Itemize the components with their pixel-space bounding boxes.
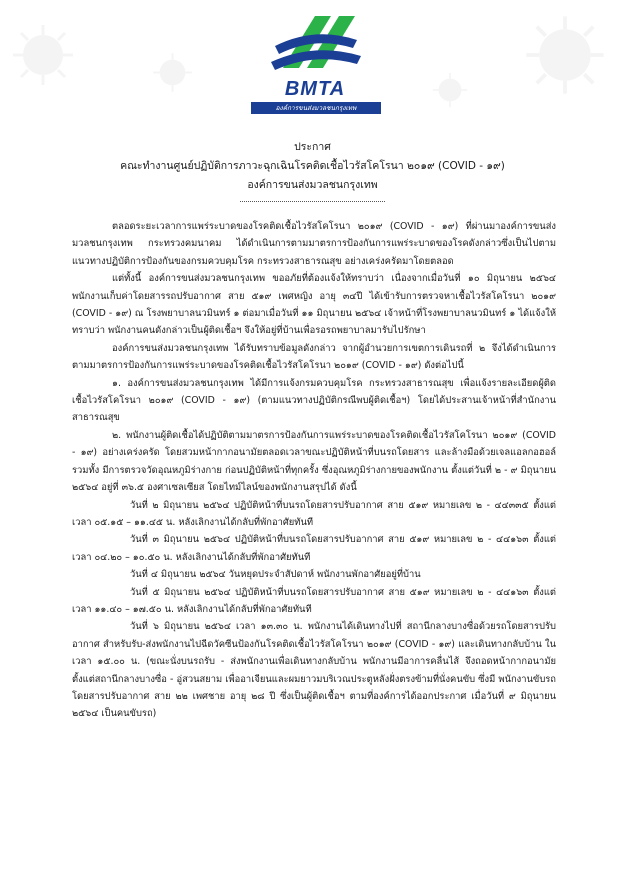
bmta-logo xyxy=(245,6,385,118)
logo-name: BMTA xyxy=(284,78,346,100)
timeline-item: วันที่ ๔ มิถุนายน ๒๕๖๔ วันหยุดประจำสัปดาห์ พนักงานพักอาศัยอยู่ที่บ้าน xyxy=(130,569,421,581)
timeline-item: วันที่ ๒ มิถุนายน ๒๕๖๔ ปฏิบัติหน้าที่บนรถโดยสารปรับอากาศ สาย ๕๑๙ หมายเลข ๒ - ๔๔๓๓๕ ตั้งแต่เวลา ๐๕.๑๕ – ๑๑.๔๕ น. หลังเลิกงานได้กลับที่พักอาศัยทันที xyxy=(72,499,556,528)
announcement-body xyxy=(72,218,556,723)
announcement-header xyxy=(40,138,585,195)
header-divider xyxy=(240,201,385,202)
header-committee: คณะทำงานศูนย์ปฏิบัติการภาวะฉุกเฉินโรคติดเชื้อไวรัสโคโรนา ๒๐๑๙ (COVID - ๑๙) xyxy=(120,160,505,172)
paragraph: ๑. องค์การขนส่งมวลชนกรุงเทพ ได้มีการแจ้งกรมควบคุมโรค กระทรวงสาธารณสุข เพื่อแจ้งรายละเอียดผู้ติดเชื้อไวรัสโคโรนา ๒๐๑๙ (COVID - ๑๙) (ตามแนวทางปฏิบัติกรณีพบผู้ติดเชื้อฯ) โดยได้ประสานเจ้าหน้าที่สำนักงานสาธารณสุข xyxy=(72,377,556,424)
header-title: ประกาศ xyxy=(294,141,331,153)
paragraph: ๒. พนักงานผู้ติดเชื้อได้ปฏิบัติตามมาตรการป้องกันการแพร่ระบาดของโรคติดเชื้อไวรัสโคโรนา ๒๐๑๙ (COVID - ๑๙) อย่างเคร่งครัด โดยสวมหน้ากากอนามัยตลอดเวลาขณะปฏิบัติหน้าที่บนรถโดยสาร และล้างมือด้วยเจลแอลกอฮอล์ รวมทั้ง มีการตรวจวัดอุณหภูมิร่างกาย ก่อนปฏิบัติหน้าที่ทุกครั้ง ซึ่งอุณหภูมิร่างกายของพนักงาน ตั้งแต่วันที่ ๒ - ๙ มิถุนายน ๒๕๖๔ อยู่ที่ ๓๖.๕ องศาเซลเซียส โดยไทม์ไลน์ของพนักงานสรุปได้ ดังนี้ xyxy=(72,429,556,494)
virus-decoration-icon xyxy=(150,50,195,95)
virus-decoration-icon xyxy=(520,10,610,100)
virus-decoration-icon xyxy=(8,20,78,90)
paragraph: แต่ทั้งนี้ องค์การขนส่งมวลชนกรุงเทพ ขออภัยที่ต้องแจ้งให้ทราบว่า เนื่องจากเมื่อวันที่ ๑๐ มิถุนายน ๒๕๖๔ พนักงานเก็บค่าโดยสารรถปรับอากาศ สาย ๕๑๙ เพศหญิง อายุ ๓๔ปี ได้เข้ารับการตรวจหาเชื้อไวรัสโคโรนา ๒๐๑๙ (COVID - ๑๙) ณ โรงพยาบาลนวมินทร์ ๑ ต่อมาเมื่อวันที่ ๑๑ มิถุนายน ๒๕๖๔ เจ้าหน้าที่โรงพยาบาลนวมินทร์ ๑ ได้แจ้งให้ทราบว่า พนักงานคนดังกล่าวเป็นผู้ติดเชื้อฯ จึงให้อยู่ที่บ้านเพื่อรอรถพยาบาลมารับไปรักษา xyxy=(72,273,556,337)
paragraph: ตลอดระยะเวลาการแพร่ระบาดของโรคติดเชื้อไวรัสโคโรนา ๒๐๑๙ (COVID - ๑๙) ที่ผ่านมาองค์การขนส่งมวลชนกรุงเทพ กระทรวงคมนาคม ได้ดำเนินการตามมาตรการป้องกันการแพร่ระบาดของโรคดังกล่าวซึ่งเป็นไปตามแนวทางปฏิบัติการป้องกันของกรมควบคุมโรค กระทรวงสาธารณสุข อย่างเคร่งครัดมาโดยตลอด xyxy=(72,221,556,267)
bmta-emblem-icon xyxy=(245,6,385,81)
virus-decoration-icon xyxy=(430,70,470,110)
paragraph: องค์การขนส่งมวลชนกรุงเทพ ได้รับทราบข้อมูลดังกล่าว จากผู้อำนวยการเขตการเดินรถที่ ๒ จึงได้ดำเนินการตามมาตรการป้องกันการแพร่ระบาดของโรคติดเชื้อไวรัสโคโรนา ๒๐๑๙ (COVID - ๑๙) ดังต่อไปนี้ xyxy=(72,342,556,372)
logo-subtitle: องค์การขนส่งมวลชนกรุงเทพ xyxy=(251,102,381,114)
header-organization: องค์การขนส่งมวลชนกรุงเทพ xyxy=(247,179,378,191)
timeline-item: วันที่ ๕ มิถุนายน ๒๕๖๔ ปฏิบัติหน้าที่บนรถโดยสารปรับอากาศ สาย ๕๑๙ หมายเลข ๒ - ๔๔๑๖๓ ตั้งแต่เวลา ๑๑.๔๐ – ๑๗.๕๐ น. หลังเลิกงานได้กลับที่พักอาศัยทันที xyxy=(72,586,556,615)
timeline-item: วันที่ ๓ มิถุนายน ๒๕๖๔ ปฏิบัติหน้าที่บนรถโดยสารปรับอากาศ สาย ๕๑๙ หมายเลข ๒ - ๔๔๑๖๓ ตั้งแต่เวลา ๐๔.๒๐ – ๑๐.๕๐ น. หลังเลิกงานได้กลับที่พักอาศัยทันที xyxy=(72,534,556,563)
timeline-item: วันที่ ๖ มิถุนายน ๒๕๖๔ เวลา ๑๓.๓๐ น. พนักงานได้เดินทางไปที่ สถานีกลางบางซื่อด้วยรถโดยสารปรับอากาศ สำหรับรับ-ส่งพนักงานไปฉีดวัคซีนป้องกันโรคติดเชื้อไวรัสโคโรนา ๒๐๑๙ (COVID - ๑๙) และเดินทางกลับบ้าน ในเวลา ๑๕.๐๐ น. (ขณะนั่งบนรถรับ - ส่งพนักงานเพื่อเดินทางกลับบ้าน พนักงานมีอาการคลื่นไส้ จึงถอดหน้ากากอนามัย ตั้งแต่สถานีกลางบางซื่อ - อู่สวนสยาม เพื่ออาเจียนและผมยาวมบริเวณประตูหลังฝั่งตรงข้ามที่นั่งคนขับ ซึ่งมี พนักงานขับรถโดยสารปรับอากาศ สาย ๒๒ เพศชาย อายุ ๒๘ ปี ซึ่งเป็นผู้ติดเชื้อฯ ตามที่องค์การได้ออกประกาศ เมื่อวันที่ ๙ มิถุนายน ๒๕๖๔ เป็นคนขับรถ) xyxy=(72,621,556,720)
